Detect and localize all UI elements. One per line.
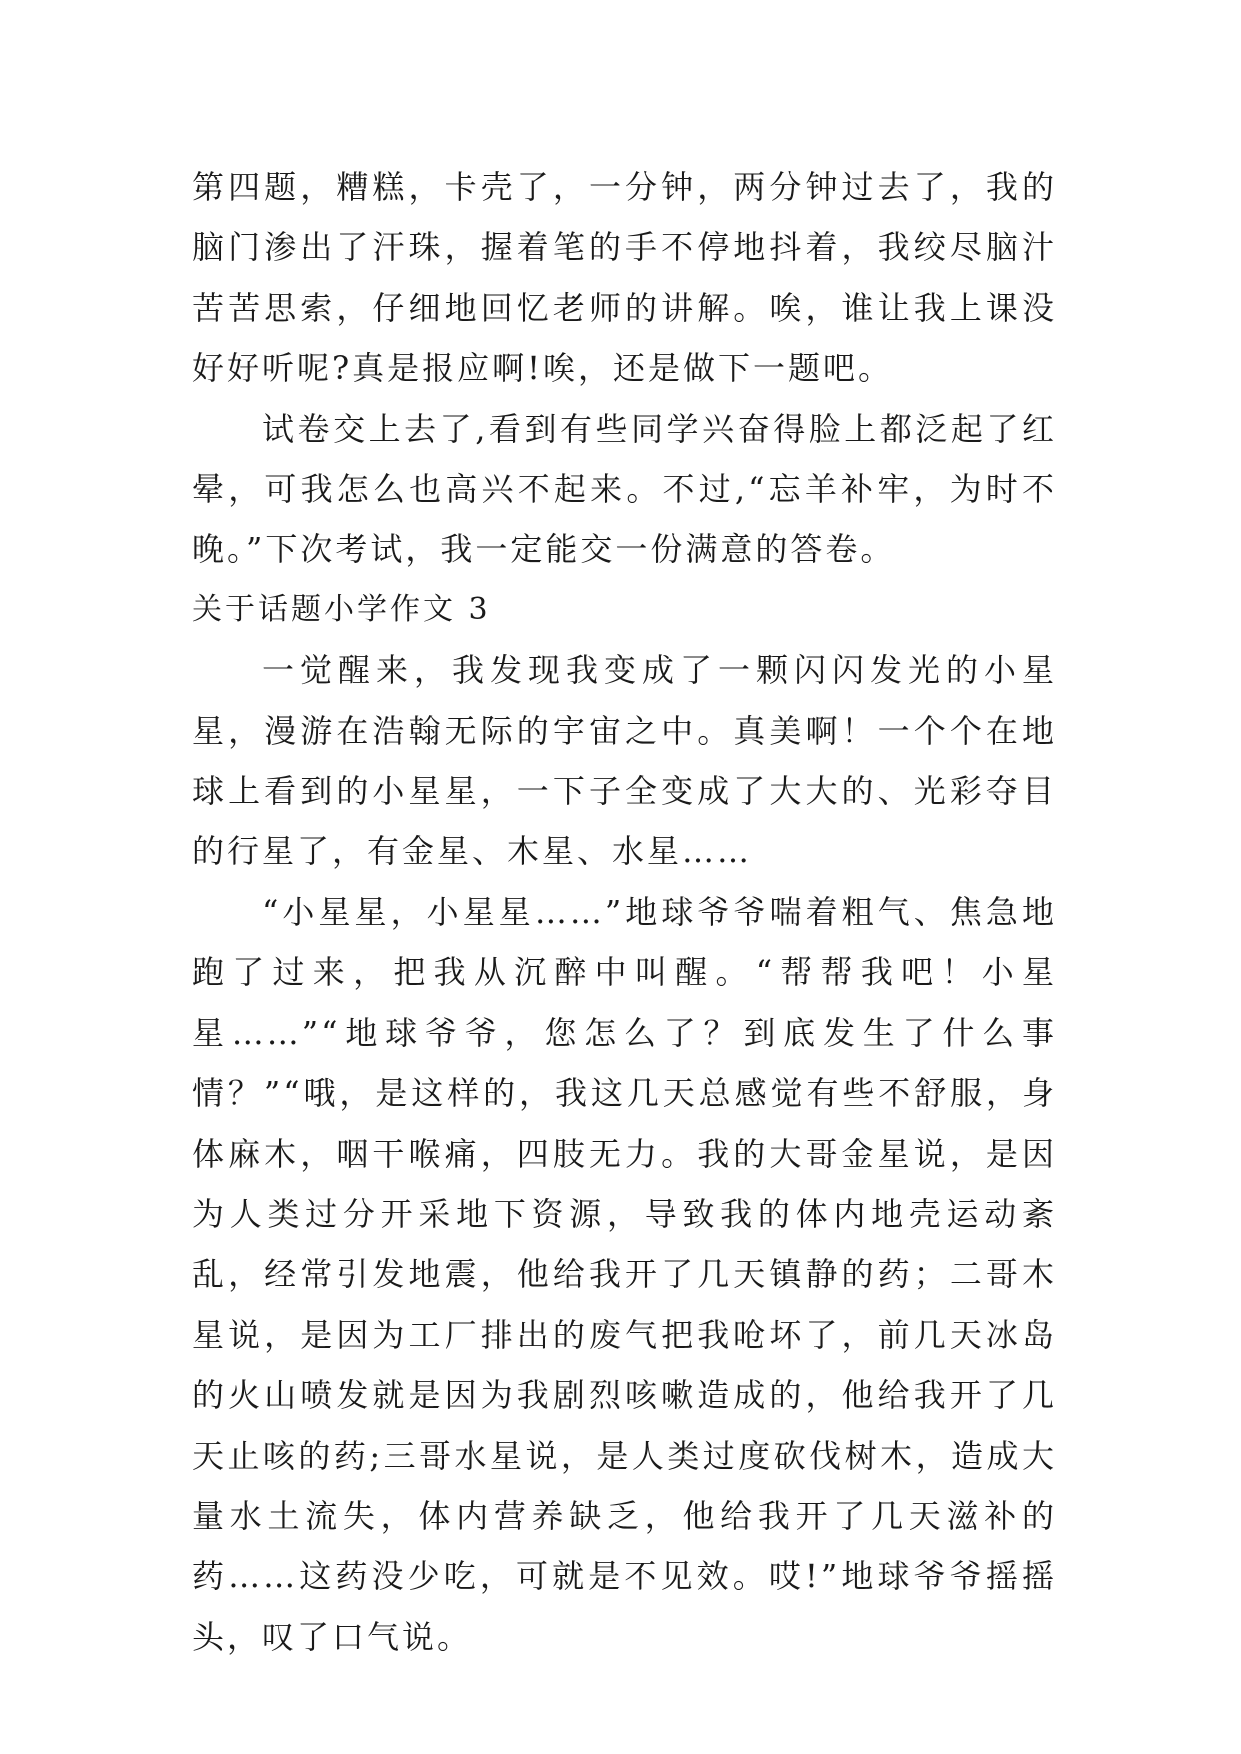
paragraph-question-four: 第四题，糟糕，卡壳了，一分钟，两分钟过去了，我的脑门渗出了汗珠，握着笔的手不停地抖着，我绞尽脑汁苦苦思索，仔细地回忆老师的讲解。唉，谁让我上课没好好听呢?真是报应啊!唉，还是做下一题吧。	[192, 168, 1057, 388]
paragraph-exam-handed-in: 试卷交上去了,看到有些同学兴奋得脸上都泛起了红晕，可我怎么也高兴不起来。不过,“忘羊补牢，为时不晚。”下次考试，我一定能交一份满意的答卷。	[192, 409, 1057, 569]
paragraph-little-star: 一觉醒来，我发现我变成了一颗闪闪发光的小星星，漫游在浩翰无际的宇宙之中。真美啊！一个个在地球上看到的小星星，一下子全变成了大大的、光彩夺目的行星了，有金星、木星、水星……	[192, 651, 1057, 871]
paragraph-grandpa-earth: “小星星，小星星……”地球爷爷喘着粗气、焦急地跑了过来，把我从沉醉中叫醒。“帮帮我吧！小星星……”“地球爷爷，您怎么了？到底发生了什么事情？”“哦，是这样的，我这几天总感觉有些不舒服，身体麻木，咽干喉痛，四肢无力。我的大哥金星说，是因为人类过分开采地下资源，导致我的体内地壳运动紊乱，经常引发地震，他给我开了几天镇静的药；二哥木星说，是因为工厂排出的废气把我呛坏了，前几天冰岛的火山喷发就是因为我剧烈咳嗽造成的，他给我开了几天止咳的药;三哥水星说，是人类过度砍伐树木，造成大量水土流失，体内营养缺乏，他给我开了几天滋补的药……这药没少吃，可就是不见效。哎!”地球爷爷摇摇头，叹了口气说。	[192, 892, 1057, 1656]
section-title: 关于话题小学作文 3	[192, 591, 491, 627]
document-body	[192, 157, 1057, 1667]
